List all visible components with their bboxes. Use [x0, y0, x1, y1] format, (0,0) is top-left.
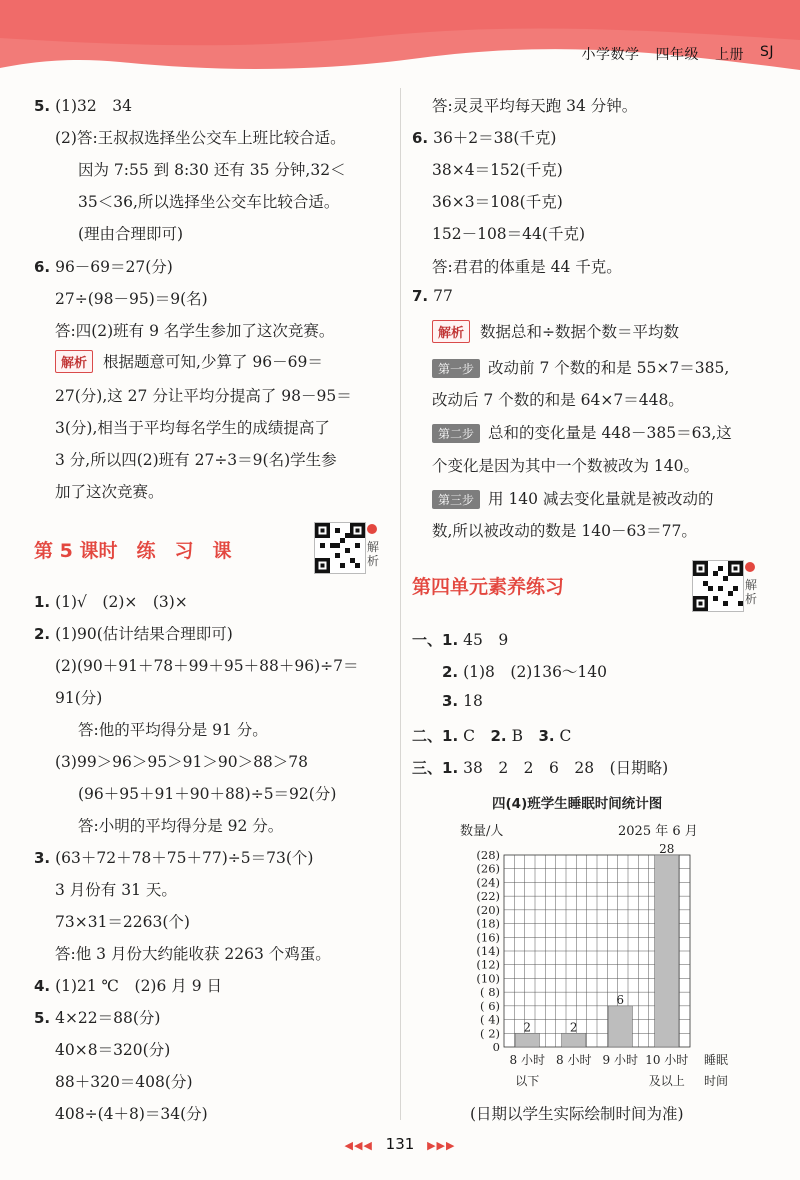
e5-line1: [34, 1006, 160, 1028]
y-tick-label: (12): [476, 957, 500, 972]
part3-q1-text: 38 2 2 6 28 (日期略): [463, 759, 669, 777]
y-tick-label: 0: [492, 1040, 500, 1054]
page-footer: [0, 1135, 800, 1153]
r7-step3-line2: 数,所以被改动的数是 140－63＝77。: [432, 522, 697, 540]
header-info: [581, 44, 774, 64]
e4-line: [34, 974, 222, 996]
part2-line: [412, 724, 571, 746]
next-arrows-icon: ▶▶▶: [427, 1139, 456, 1152]
e5-text1: 4×22＝88(分): [55, 1009, 161, 1027]
e4-text: (1)21 ℃ (2)6 月 9 日: [55, 977, 222, 995]
part1-q3-number: 3.: [442, 692, 459, 710]
part2-label: 二、: [412, 727, 443, 745]
r7-analysis-text: 数据总和÷数据个数＝平均数: [480, 323, 680, 341]
part2-q2-number: 2.: [490, 727, 507, 745]
qr-label: 解析: [367, 540, 380, 568]
part1-q2: [442, 660, 607, 682]
y-tick-label: ( 6): [480, 998, 500, 1013]
e2-line2: (2)(90＋91＋78＋99＋95＋88＋96)÷7＝: [55, 657, 359, 675]
y-tick-label: (24): [476, 875, 500, 890]
q6-line3: 答:四(2)班有 9 名学生参加了这次竞赛。: [55, 322, 335, 340]
y-tick-label: (16): [476, 930, 500, 945]
e2-line4: 答:他的平均得分是 91 分。: [78, 721, 268, 739]
x-tick-label: 10 小时: [645, 1053, 689, 1067]
header-grade: 四年级: [655, 47, 699, 63]
r7-answer: 77: [433, 287, 453, 305]
y-tick-label: (18): [476, 916, 500, 931]
y-tick-label: ( 2): [480, 1026, 500, 1041]
step2-badge: 第二步: [432, 424, 480, 443]
q6-analysis-line2: 27(分),这 27 分让平均分提高了 98－95＝: [55, 387, 352, 405]
r6-number: 6.: [412, 129, 429, 147]
part1-q1-text: 45 9: [463, 631, 509, 649]
section-title: 第 5 课时 练 习 课: [34, 540, 232, 562]
q6-analysis-line5: 加了这次竞赛。: [55, 483, 164, 501]
analysis-tag: 解析: [55, 350, 93, 373]
chart-xlabel-line2: 时间: [703, 1074, 729, 1088]
y-tick-label: (10): [476, 971, 500, 986]
part1-q1-number: 1.: [442, 631, 459, 649]
r6-line3: 36×3＝108(千克): [432, 193, 563, 211]
r6-line1: [412, 126, 556, 148]
r6-text1: 36＋2＝38(千克): [433, 129, 557, 147]
sleep-time-bar-chart: [420, 815, 780, 1115]
q6-calc1: 96－69＝27(分): [55, 258, 173, 276]
header-subject: 小学数学: [581, 47, 640, 63]
qr-code-icon[interactable]: [314, 522, 366, 574]
e5-line2: 40×8＝320(分): [55, 1041, 171, 1059]
qr-label: 解析: [745, 578, 758, 606]
unit-title: 第四单元素养练习: [412, 576, 565, 598]
r7-step1-line2: 改动后 7 个数的和是 64×7＝448。: [432, 391, 684, 409]
q5-part1: (1)32 34: [55, 97, 132, 115]
header-volume: 上册: [714, 47, 744, 63]
qr-code-icon[interactable]: [692, 560, 744, 612]
y-tick-label: (22): [476, 889, 500, 904]
y-tick-label: (28): [476, 848, 500, 862]
bar: [515, 1033, 539, 1047]
part3-label: 三、: [412, 759, 443, 777]
part1-q1: [412, 628, 508, 650]
r7-step2-line2: 个变化是因为其中一个数被改为 140。: [432, 457, 700, 475]
q5-line2: (2)答:王叔叔选择坐公交车上班比较合适。: [55, 129, 346, 147]
q5-number: 5.: [34, 97, 51, 115]
bar-value-label: 28: [659, 842, 675, 856]
part3-line: [412, 756, 668, 778]
part2-q1-text: C: [463, 727, 475, 745]
play-icon[interactable]: [745, 562, 755, 572]
e2-line3: 91(分): [55, 689, 103, 707]
qr-pattern: [315, 523, 365, 573]
part3-q1-number: 1.: [442, 759, 459, 777]
chart-date: 2025 年 6 月: [618, 824, 698, 839]
r7-step1-line1: [432, 356, 729, 378]
r6-line5: 答:君君的体重是 44 千克。: [432, 258, 622, 276]
r7-step2-text1: 总和的变化量是 448－385＝63,这: [488, 424, 732, 442]
part2-q2-text: B: [511, 727, 523, 745]
r6-line2: 38×4＝152(千克): [432, 161, 563, 179]
e2-line5: (3)99＞96＞95＞91＞90＞88＞78: [55, 753, 309, 771]
play-icon[interactable]: [367, 524, 377, 534]
q6-analysis-line4: 3 分,所以四(2)班有 27÷3＝9(名)学生参: [55, 451, 337, 469]
r6-line4: 152－108＝44(千克): [432, 225, 585, 243]
x-tick-sublabel: 以下: [515, 1074, 540, 1088]
q5-line4: 35＜36,所以选择坐公交车比较合适。: [78, 193, 340, 211]
chart-ylabel: 数量/人: [460, 824, 504, 839]
e5-number: 5.: [34, 1009, 51, 1027]
q5-line5: (理由合理即可): [78, 225, 184, 243]
analysis-tag: 解析: [432, 320, 470, 343]
y-tick-label: ( 4): [480, 1012, 500, 1027]
e2-line6: (96＋95＋91＋90＋88)÷5＝92(分): [78, 785, 337, 803]
e3-number: 3.: [34, 849, 51, 867]
e5-line4: 408÷(4＋8)＝34(分): [55, 1105, 208, 1123]
part2-q1-number: 1.: [442, 727, 459, 745]
x-tick-label: 8 小时: [556, 1053, 592, 1067]
e3-text1: (63＋72＋78＋75＋77)÷5＝73(个): [55, 849, 314, 867]
page-number: 131: [385, 1135, 415, 1153]
q6-line1: [34, 255, 173, 277]
e3-line4: 答:他 3 月份大约能收获 2263 个鸡蛋。: [55, 945, 331, 963]
e3-line2: 3 月份有 31 天。: [55, 881, 177, 899]
bar: [562, 1033, 586, 1047]
prev-arrows-icon: ◀◀◀: [344, 1139, 373, 1152]
step1-badge: 第一步: [432, 359, 480, 378]
part2-q3-number: 3.: [538, 727, 555, 745]
r7-number: 7.: [412, 287, 429, 305]
qr-pattern: [693, 561, 743, 611]
e5-line3: 88＋320＝408(分): [55, 1073, 193, 1091]
e4-number: 4.: [34, 977, 51, 995]
e2-line1: [34, 622, 233, 644]
e3-line1: [34, 846, 313, 868]
e2-text1: (1)90(估计结果合理即可): [55, 625, 233, 643]
q5-line1: [34, 94, 132, 116]
part2-q3-text: C: [559, 727, 572, 745]
part1-q3: [442, 692, 483, 710]
y-tick-label: (26): [476, 861, 500, 876]
x-tick-label: 8 小时: [509, 1053, 545, 1067]
q6-analysis-text1: 根据题意可知,少算了 96－69＝: [103, 353, 323, 371]
y-tick-label: (14): [476, 944, 500, 958]
x-tick-label: 9 小时: [602, 1053, 638, 1067]
chart-title: 四(4)班学生睡眠时间统计图: [492, 796, 663, 812]
e3-line3: 73×31＝2263(个): [55, 913, 190, 931]
r7-step3-text1: 用 140 减去变化量就是被改动的: [488, 490, 714, 508]
x-tick-sublabel: 及以上: [648, 1074, 685, 1088]
chart-xlabel-line1: 睡眠: [703, 1053, 729, 1067]
e1-line: [34, 590, 188, 612]
e1-text: (1)√ (2)× (3)×: [55, 593, 188, 611]
bar-value-label: 2: [569, 1020, 578, 1035]
r7-step3-line1: [432, 487, 713, 509]
date-note: (日期以学生实际绘制时间为准): [470, 1105, 684, 1123]
e2-line7: 答:小明的平均得分是 92 分。: [78, 817, 284, 835]
column-divider: [400, 88, 401, 1120]
y-tick-label: (20): [476, 902, 500, 917]
q6-line2: 27÷(98－95)＝9(名): [55, 290, 208, 308]
e2-number: 2.: [34, 625, 51, 643]
e1-number: 1.: [34, 593, 51, 611]
bar: [608, 1006, 632, 1047]
q5-line3: 因为 7:55 到 8:30 还有 35 分钟,32＜: [78, 161, 346, 179]
y-tick-label: ( 8): [480, 985, 500, 1000]
q6-number: 6.: [34, 258, 51, 276]
part1-q2-text: (1)8 (2)136～140: [463, 663, 608, 681]
bar-value-label: 2: [523, 1020, 532, 1035]
r7-line1: [412, 287, 453, 305]
header-edition: SJ: [759, 44, 774, 60]
r7-analysis: [432, 320, 679, 343]
q6-analysis-line3: 3(分),相当于平均每名学生的成绩提高了: [55, 419, 330, 437]
bar: [655, 855, 679, 1047]
part1-label: 一、: [412, 631, 443, 649]
r-answer-line: 答:灵灵平均每天跑 34 分钟。: [432, 97, 638, 115]
step3-badge: 第三步: [432, 490, 480, 509]
bar-value-label: 6: [616, 992, 625, 1007]
r7-step1-text1: 改动前 7 个数的和是 55×7＝385,: [488, 359, 730, 377]
part1-q2-number: 2.: [442, 663, 459, 681]
r7-step2-line1: [432, 421, 732, 443]
part1-q3-text: 18: [463, 692, 483, 710]
q6-analysis-line1: [55, 350, 323, 373]
